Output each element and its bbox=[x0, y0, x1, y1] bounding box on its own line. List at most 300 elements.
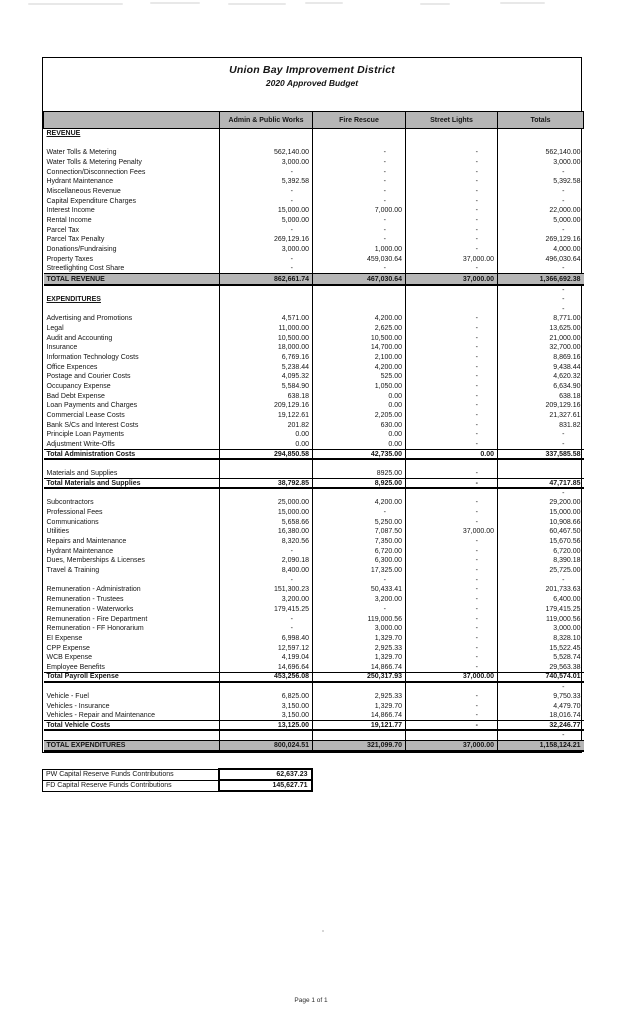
column-header-totals: Totals bbox=[498, 112, 584, 129]
amount-cell: - bbox=[406, 546, 498, 556]
row-label-cell: Total Vehicle Costs bbox=[44, 721, 220, 731]
table-row bbox=[44, 274, 584, 285]
table-row bbox=[44, 401, 584, 411]
table-row bbox=[44, 488, 584, 498]
amount-cell: 6,400.00 bbox=[498, 595, 584, 605]
amount-cell: - bbox=[406, 605, 498, 615]
amount-cell: - bbox=[313, 187, 406, 197]
amount-cell bbox=[220, 129, 313, 139]
amount-cell: - bbox=[406, 692, 498, 702]
row-label-cell: Vehicles - Insurance bbox=[46, 702, 110, 710]
amount-cell: 4,620.32 bbox=[498, 372, 584, 382]
row-label-cell bbox=[44, 682, 220, 692]
amount-cell: - bbox=[220, 225, 313, 235]
amount-cell: 14,866.74 bbox=[313, 663, 406, 673]
table-row bbox=[44, 740, 584, 751]
row-label-cell: TOTAL EXPENDITURES bbox=[44, 740, 220, 751]
amount-cell: 4,200.00 bbox=[313, 314, 406, 324]
amount-cell: - bbox=[220, 264, 313, 274]
amount-cell: 2,625.00 bbox=[313, 324, 406, 334]
amount-cell: 8,400.00 bbox=[220, 566, 313, 576]
row-label-cell bbox=[44, 138, 220, 148]
amount-cell: - bbox=[406, 566, 498, 576]
amount-cell: 1,158,124.21 bbox=[498, 740, 584, 751]
amount-cell: - bbox=[406, 614, 498, 624]
amount-cell: 4,479.70 bbox=[498, 701, 584, 711]
row-label-cell: REVENUE bbox=[46, 130, 81, 138]
row-label-cell: EXPENDITURES bbox=[46, 295, 101, 303]
table-row bbox=[44, 469, 584, 479]
amount-cell: 5,528.74 bbox=[498, 653, 584, 663]
amount-cell: 37,000.00 bbox=[406, 527, 498, 537]
amount-cell: 4,200.00 bbox=[313, 498, 406, 508]
amount-cell: 0.00 bbox=[220, 440, 313, 450]
amount-cell: - bbox=[498, 440, 584, 450]
table-row bbox=[44, 614, 584, 624]
amount-cell: 496,030.64 bbox=[498, 254, 584, 264]
row-label-cell: Parcel Tax bbox=[46, 226, 80, 234]
row-label-cell: Utilities bbox=[46, 528, 70, 536]
table-row bbox=[44, 264, 584, 274]
amount-cell bbox=[220, 469, 313, 479]
amount-cell: - bbox=[406, 353, 498, 363]
table-row bbox=[44, 420, 584, 430]
amount-cell: 15,522.45 bbox=[498, 643, 584, 653]
row-label-cell: WCB Expense bbox=[46, 654, 93, 662]
table-row bbox=[44, 595, 584, 605]
row-label-cell: Information Technology Costs bbox=[46, 353, 139, 361]
table-row bbox=[44, 411, 584, 421]
amount-cell: 5,584.90 bbox=[220, 382, 313, 392]
row-label-cell: Insurance bbox=[46, 344, 78, 352]
table-row bbox=[44, 225, 584, 235]
amount-cell: 6,720.00 bbox=[498, 546, 584, 556]
amount-cell: 5,250.00 bbox=[313, 517, 406, 527]
amount-cell bbox=[220, 459, 313, 469]
table-row bbox=[44, 295, 584, 305]
amount-cell: 294,850.58 bbox=[220, 450, 313, 460]
amount-cell bbox=[406, 459, 498, 469]
row-label-cell: Remuneration - Waterworks bbox=[46, 605, 134, 613]
amount-cell: - bbox=[406, 517, 498, 527]
amount-cell: - bbox=[220, 254, 313, 264]
amount-cell: 6,769.16 bbox=[220, 353, 313, 363]
reserve-row-label: FD Capital Reserve Funds Contributions bbox=[43, 780, 219, 791]
amount-cell: 119,000.56 bbox=[498, 614, 584, 624]
table-row bbox=[44, 382, 584, 392]
scan-artifact bbox=[305, 2, 343, 4]
amount-cell: 15,670.56 bbox=[498, 537, 584, 547]
amount-cell bbox=[406, 138, 498, 148]
row-label-cell: Total Materials and Supplies bbox=[44, 479, 220, 489]
amount-cell: 19,121.77 bbox=[313, 721, 406, 731]
amount-cell: - bbox=[406, 585, 498, 595]
amount-cell: 8,320.56 bbox=[220, 537, 313, 547]
amount-cell: 4,000.00 bbox=[498, 245, 584, 255]
table-row bbox=[44, 517, 584, 527]
table-row bbox=[44, 304, 584, 314]
amount-cell: 15,000.00 bbox=[220, 508, 313, 518]
table-row bbox=[44, 216, 584, 226]
amount-cell: 29,563.38 bbox=[498, 663, 584, 673]
amount-cell: 250,317.93 bbox=[313, 672, 406, 682]
table-row bbox=[44, 450, 584, 460]
amount-cell: - bbox=[220, 187, 313, 197]
amount-cell: - bbox=[220, 196, 313, 206]
table-row bbox=[44, 353, 584, 363]
amount-cell: - bbox=[406, 556, 498, 566]
table-row bbox=[44, 508, 584, 518]
row-label-cell: Legal bbox=[46, 324, 64, 332]
amount-cell: 337,585.58 bbox=[498, 450, 584, 460]
amount-cell: - bbox=[498, 264, 584, 274]
table-row bbox=[44, 479, 584, 489]
amount-cell: - bbox=[313, 196, 406, 206]
table-row bbox=[44, 187, 584, 197]
amount-cell: - bbox=[406, 216, 498, 226]
amount-cell: - bbox=[498, 196, 584, 206]
amount-cell: - bbox=[406, 595, 498, 605]
amount-cell bbox=[406, 285, 498, 295]
amount-cell: 3,150.00 bbox=[220, 711, 313, 721]
scan-artifact bbox=[28, 3, 123, 5]
amount-cell: 42,735.00 bbox=[313, 450, 406, 460]
amount-cell: 6,300.00 bbox=[313, 556, 406, 566]
amount-cell: 862,661.74 bbox=[220, 274, 313, 285]
amount-cell: 6,825.00 bbox=[220, 692, 313, 702]
scan-artifact bbox=[420, 3, 450, 5]
scan-speck bbox=[322, 930, 324, 932]
table-row bbox=[44, 206, 584, 216]
amount-cell: 50,433.41 bbox=[313, 585, 406, 595]
row-label-cell bbox=[44, 575, 220, 585]
amount-cell: 37,000.00 bbox=[406, 254, 498, 264]
amount-cell: 151,300.23 bbox=[220, 585, 313, 595]
amount-cell: 8,925.00 bbox=[313, 479, 406, 489]
table-row bbox=[44, 148, 584, 158]
amount-cell: - bbox=[406, 643, 498, 653]
amount-cell: - bbox=[406, 663, 498, 673]
amount-cell: - bbox=[313, 264, 406, 274]
amount-cell: - bbox=[406, 391, 498, 401]
row-label-cell: Adjustment Write-Offs bbox=[46, 440, 115, 448]
amount-cell bbox=[406, 730, 498, 740]
amount-cell: 18,016.74 bbox=[498, 711, 584, 721]
row-label-cell: Total Administration Costs bbox=[44, 450, 220, 460]
amount-cell: 3,200.00 bbox=[220, 595, 313, 605]
amount-cell: - bbox=[220, 167, 313, 177]
amount-cell: 5,238.44 bbox=[220, 362, 313, 372]
amount-cell: - bbox=[406, 196, 498, 206]
table-row bbox=[44, 634, 584, 644]
table-row bbox=[44, 372, 584, 382]
amount-cell: - bbox=[498, 295, 584, 305]
row-label-cell: Postage and Courier Costs bbox=[46, 373, 131, 381]
amount-cell: 525.00 bbox=[313, 372, 406, 382]
amount-cell bbox=[498, 129, 584, 139]
row-label-cell: Loan Payments and Charges bbox=[46, 402, 138, 410]
row-label-cell: Vehicle - Fuel bbox=[46, 693, 89, 701]
budget-table bbox=[42, 57, 582, 753]
row-label-cell bbox=[44, 304, 220, 314]
row-label-cell: Repairs and Maintenance bbox=[46, 538, 127, 546]
amount-cell: 2,925.33 bbox=[313, 643, 406, 653]
amount-cell: 2,925.33 bbox=[313, 692, 406, 702]
row-label-cell: Hydrant Maintenance bbox=[46, 178, 114, 186]
row-label-cell: Capital Expenditure Charges bbox=[46, 197, 136, 205]
amount-cell: - bbox=[406, 479, 498, 489]
row-label-cell: Parcel Tax Penalty bbox=[46, 236, 105, 244]
reserve-row-label: PW Capital Reserve Funds Contributions bbox=[43, 769, 219, 780]
amount-cell: 8925.00 bbox=[313, 469, 406, 479]
amount-cell: - bbox=[313, 148, 406, 158]
amount-cell: 459,030.64 bbox=[313, 254, 406, 264]
amount-cell: - bbox=[498, 682, 584, 692]
amount-cell: - bbox=[406, 235, 498, 245]
table-row bbox=[44, 527, 584, 537]
table-row bbox=[43, 780, 312, 791]
amount-cell: 3,000.00 bbox=[498, 158, 584, 168]
amount-cell: - bbox=[406, 264, 498, 274]
amount-cell: 638.18 bbox=[220, 391, 313, 401]
table-row bbox=[44, 585, 584, 595]
amount-cell: 17,325.00 bbox=[313, 566, 406, 576]
table-row bbox=[44, 537, 584, 547]
row-label-cell: Dues, Memberships & Licenses bbox=[46, 557, 145, 565]
amount-cell: 13,125.00 bbox=[220, 721, 313, 731]
amount-cell: 2,100.00 bbox=[313, 353, 406, 363]
row-label-cell: Streetlighting Cost Share bbox=[46, 265, 125, 273]
amount-cell: - bbox=[406, 225, 498, 235]
amount-cell bbox=[313, 459, 406, 469]
amount-cell: 7,087.50 bbox=[313, 527, 406, 537]
amount-cell: 1,329.70 bbox=[313, 634, 406, 644]
amount-cell: 37,000.00 bbox=[406, 740, 498, 751]
amount-cell bbox=[313, 129, 406, 139]
amount-cell: 1,329.70 bbox=[313, 701, 406, 711]
amount-cell: 3,000.00 bbox=[313, 624, 406, 634]
page-number-footer: Page 1 of 1 bbox=[294, 997, 328, 1004]
table-row bbox=[44, 245, 584, 255]
row-label-cell: Audit and Accounting bbox=[46, 334, 113, 342]
table-row bbox=[44, 459, 584, 469]
column-header-row bbox=[44, 112, 584, 129]
row-label-cell: Interest Income bbox=[46, 207, 95, 215]
amount-cell: - bbox=[313, 158, 406, 168]
amount-cell: - bbox=[406, 324, 498, 334]
amount-cell: - bbox=[498, 430, 584, 440]
row-label-cell: Rental Income bbox=[46, 217, 92, 225]
amount-cell: 800,024.51 bbox=[220, 740, 313, 751]
table-row bbox=[44, 701, 584, 711]
amount-cell: 14,696.64 bbox=[220, 663, 313, 673]
amount-cell bbox=[313, 285, 406, 295]
amount-cell: - bbox=[406, 401, 498, 411]
amount-cell: - bbox=[313, 605, 406, 615]
amount-cell: 18,000.00 bbox=[220, 343, 313, 353]
row-label-cell bbox=[44, 730, 220, 740]
amount-cell: 32,246.77 bbox=[498, 721, 584, 731]
amount-cell: 6,634.90 bbox=[498, 382, 584, 392]
row-label-cell: Property Taxes bbox=[46, 255, 94, 263]
amount-cell: - bbox=[498, 488, 584, 498]
amount-cell bbox=[313, 304, 406, 314]
amount-cell: 740,574.01 bbox=[498, 672, 584, 682]
row-label-cell: EI Expense bbox=[46, 634, 83, 642]
amount-cell: - bbox=[406, 177, 498, 187]
row-label-cell: Materials and Supplies bbox=[46, 469, 118, 477]
reserve-row-value: 145,627.71 bbox=[219, 780, 312, 791]
table-row bbox=[44, 362, 584, 372]
amount-cell: 10,500.00 bbox=[313, 333, 406, 343]
amount-cell: 1,000.00 bbox=[313, 245, 406, 255]
amount-cell: 14,866.74 bbox=[313, 711, 406, 721]
row-label-cell: Subcontractors bbox=[46, 499, 94, 507]
table-row bbox=[44, 575, 584, 585]
amount-cell: - bbox=[406, 187, 498, 197]
table-row bbox=[44, 566, 584, 576]
table-row bbox=[44, 158, 584, 168]
amount-cell: 1,366,692.38 bbox=[498, 274, 584, 285]
amount-cell bbox=[220, 488, 313, 498]
table-row bbox=[44, 556, 584, 566]
amount-cell: - bbox=[406, 314, 498, 324]
table-row bbox=[44, 692, 584, 702]
amount-cell: - bbox=[406, 498, 498, 508]
reserve-funds-table bbox=[42, 768, 313, 792]
amount-cell bbox=[406, 304, 498, 314]
table-row bbox=[44, 314, 584, 324]
amount-cell: - bbox=[406, 653, 498, 663]
row-label-cell: Total Payroll Expense bbox=[44, 672, 220, 682]
amount-cell: 15,000.00 bbox=[498, 508, 584, 518]
amount-cell: 562,140.00 bbox=[220, 148, 313, 158]
amount-cell: 2,090.18 bbox=[220, 556, 313, 566]
amount-cell: 209,129.16 bbox=[498, 401, 584, 411]
scan-artifact bbox=[228, 3, 286, 5]
amount-cell: 3,200.00 bbox=[313, 595, 406, 605]
amount-cell bbox=[313, 488, 406, 498]
table-row bbox=[44, 663, 584, 673]
amount-cell: 638.18 bbox=[498, 391, 584, 401]
amount-cell: 22,000.00 bbox=[498, 206, 584, 216]
table-row bbox=[44, 391, 584, 401]
amount-cell: 5,658.66 bbox=[220, 517, 313, 527]
amount-cell bbox=[406, 682, 498, 692]
amount-cell: - bbox=[406, 167, 498, 177]
amount-cell: - bbox=[498, 575, 584, 585]
amount-cell: 8,390.18 bbox=[498, 556, 584, 566]
amount-cell: - bbox=[406, 711, 498, 721]
row-label-cell: Office Expences bbox=[46, 363, 98, 371]
row-label-cell: Occupancy Expense bbox=[46, 383, 111, 391]
amount-cell: 119,000.56 bbox=[313, 614, 406, 624]
table-row bbox=[44, 546, 584, 556]
table-row bbox=[44, 672, 584, 682]
column-header-fire-rescue: Fire Rescue bbox=[313, 112, 406, 129]
row-label-cell: Commercial Lease Costs bbox=[46, 412, 125, 420]
amount-cell: 37,000.00 bbox=[406, 274, 498, 285]
amount-cell: - bbox=[406, 624, 498, 634]
table-row bbox=[44, 167, 584, 177]
table-row bbox=[44, 653, 584, 663]
table-row bbox=[44, 440, 584, 450]
title-block bbox=[43, 58, 581, 111]
amount-cell: 4,199.04 bbox=[220, 653, 313, 663]
amount-cell bbox=[220, 295, 313, 305]
amount-cell: 4,200.00 bbox=[313, 362, 406, 372]
amount-cell: - bbox=[313, 235, 406, 245]
amount-cell bbox=[220, 285, 313, 295]
amount-cell: - bbox=[406, 508, 498, 518]
amount-cell bbox=[313, 730, 406, 740]
amount-cell: - bbox=[406, 721, 498, 731]
amount-cell: 47,717.85 bbox=[498, 479, 584, 489]
table-row bbox=[44, 605, 584, 615]
row-label-cell: CPP Expense bbox=[46, 644, 90, 652]
amount-cell: 1,329.70 bbox=[313, 653, 406, 663]
amount-cell: 7,350.00 bbox=[313, 537, 406, 547]
amount-cell: 209,129.16 bbox=[220, 401, 313, 411]
table-row bbox=[44, 343, 584, 353]
amount-cell: 831.82 bbox=[498, 420, 584, 430]
amount-cell: - bbox=[406, 158, 498, 168]
amount-cell: - bbox=[406, 343, 498, 353]
row-label-cell: Employee Benefits bbox=[46, 663, 105, 671]
amount-cell: 3,000.00 bbox=[498, 624, 584, 634]
amount-cell: 3,000.00 bbox=[220, 158, 313, 168]
amount-cell bbox=[220, 682, 313, 692]
row-label-cell bbox=[44, 459, 220, 469]
document-title: Union Bay Improvement District bbox=[229, 64, 395, 76]
amount-cell: - bbox=[498, 225, 584, 235]
amount-cell bbox=[498, 459, 584, 469]
table-row bbox=[44, 430, 584, 440]
amount-cell: - bbox=[406, 420, 498, 430]
amount-cell bbox=[313, 138, 406, 148]
amount-cell: - bbox=[406, 382, 498, 392]
amount-cell bbox=[406, 488, 498, 498]
amount-cell bbox=[220, 730, 313, 740]
amount-cell bbox=[313, 295, 406, 305]
table-row bbox=[43, 769, 312, 780]
amount-cell: - bbox=[220, 614, 313, 624]
amount-cell: 13,625.00 bbox=[498, 324, 584, 334]
row-label-cell bbox=[44, 285, 220, 295]
column-header-blank bbox=[44, 112, 220, 129]
row-label-cell: Vehicles - Repair and Maintenance bbox=[46, 712, 156, 720]
amount-cell: 321,099.70 bbox=[313, 740, 406, 751]
amount-cell: - bbox=[406, 206, 498, 216]
amount-cell: 5,392.58 bbox=[498, 177, 584, 187]
amount-cell: 4,571.00 bbox=[220, 314, 313, 324]
amount-cell: 179,415.25 bbox=[220, 605, 313, 615]
amount-cell: 269,129.16 bbox=[498, 235, 584, 245]
amount-cell: 4,095.32 bbox=[220, 372, 313, 382]
amount-cell: 179,415.25 bbox=[498, 605, 584, 615]
amount-cell: 5,392.58 bbox=[220, 177, 313, 187]
amount-cell: 29,200.00 bbox=[498, 498, 584, 508]
table-row bbox=[44, 254, 584, 264]
amount-cell: - bbox=[313, 508, 406, 518]
amount-cell bbox=[406, 129, 498, 139]
table-row bbox=[44, 624, 584, 634]
table-row bbox=[44, 498, 584, 508]
amount-cell: 16,380.00 bbox=[220, 527, 313, 537]
amount-cell: - bbox=[313, 216, 406, 226]
amount-cell: - bbox=[406, 575, 498, 585]
amount-cell: 6,720.00 bbox=[313, 546, 406, 556]
